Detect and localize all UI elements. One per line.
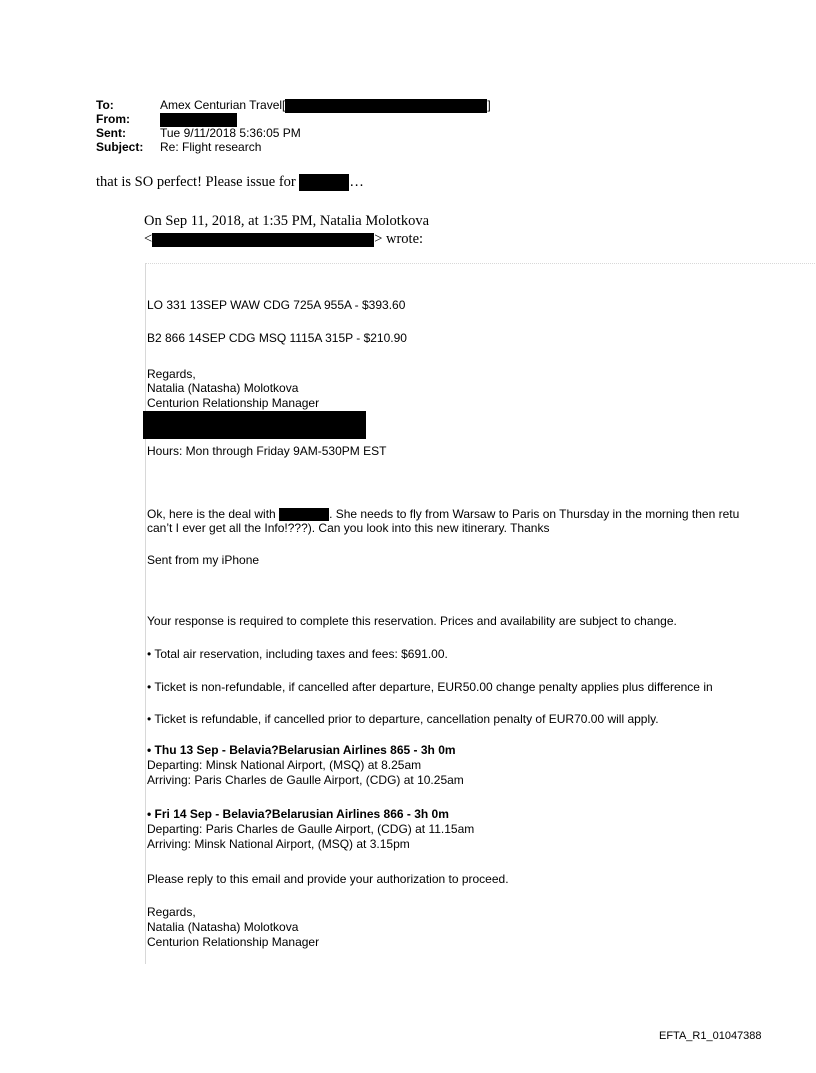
message-line1-before: Ok, here is the deal with	[147, 507, 280, 521]
reply-before: that is SO perfect! Please issue for	[96, 174, 300, 190]
redaction-block	[152, 233, 374, 247]
message-line-2: can’t I ever get all the Info!???). Can you look into this new itinerary. Thanks	[147, 521, 550, 535]
reply-text	[96, 174, 364, 191]
quote-header	[144, 212, 429, 248]
reply-after: …	[349, 174, 364, 190]
sig1-hours: Hours: Mon through Friday 9AM-530PM EST	[147, 444, 387, 458]
redaction-block	[160, 113, 237, 127]
from-label: From:	[96, 112, 130, 126]
subject-label: Subject:	[96, 140, 144, 154]
bullet-nonrefundable: • Ticket is non-refundable, if cancelled after departure, EUR50.00 change penalty applies plus difference in	[147, 680, 713, 694]
from-value	[160, 112, 237, 127]
redaction-block	[279, 508, 329, 521]
sig1-regards: Regards,	[147, 367, 196, 381]
sent-value: Tue 9/11/2018 5:36:05 PM	[160, 126, 301, 140]
flight-line-1: LO 331 13SEP WAW CDG 725A 955A - $393.60	[147, 298, 406, 312]
sig2-regards: Regards,	[147, 905, 196, 919]
redaction-block	[299, 174, 349, 191]
segment1-title: • Thu 13 Sep - Belavia?Belarusian Airlines 865 - 3h 0m	[147, 743, 456, 757]
message-line1-after: . She needs to fly from Warsaw to Paris on Thursday in the morning then retu	[329, 507, 740, 521]
redaction-block	[285, 99, 487, 113]
segment2-departing: Departing: Paris Charles de Gaulle Airport, (CDG) at 11.15am	[147, 822, 475, 836]
subject-value: Re: Flight research	[160, 140, 262, 154]
authorization-request: Please reply to this email and provide your authorization to proceed.	[147, 872, 509, 886]
flight-line-2: B2 866 14SEP CDG MSQ 1115A 315P - $210.90	[147, 331, 407, 345]
segment1-departing: Departing: Minsk National Airport, (MSQ) at 8.25am	[147, 758, 422, 772]
sent-from-iphone: Sent from my iPhone	[147, 553, 260, 567]
segment1-arriving: Arriving: Paris Charles de Gaulle Airport, (CDG) at 10.25am	[147, 773, 464, 787]
reservation-intro: Your response is required to complete this reservation. Prices and availability are subject to change.	[147, 614, 677, 628]
sig1-name: Natalia (Natasha) Molotkova	[147, 381, 299, 395]
quote-open: <	[144, 231, 153, 247]
sig2-name: Natalia (Natasha) Molotkova	[147, 920, 299, 934]
segment2-title: • Fri 14 Sep - Belavia?Belarusian Airlines 866 - 3h 0m	[147, 807, 449, 821]
quote-header-line2	[144, 230, 429, 248]
document-id: EFTA_R1_01047388	[659, 1030, 762, 1042]
message-line-1	[147, 507, 816, 521]
to-address: Amex Centurian Travel[	[160, 98, 286, 112]
to-label: To:	[96, 98, 114, 112]
bullet-refundable: • Ticket is refundable, if cancelled prior to departure, cancellation penalty of EUR70.00 will apply.	[147, 712, 659, 726]
sig2-title: Centurion Relationship Manager	[147, 935, 320, 949]
to-value: Amex Centurian Travel[ ]	[160, 98, 491, 112]
quote-header-line1: On Sep 11, 2018, at 1:35 PM, Natalia Molotkova	[144, 213, 430, 229]
segment2-arriving: Arriving: Minsk National Airport, (MSQ) at 3.15pm	[147, 837, 410, 851]
sig1-title: Centurion Relationship Manager	[147, 396, 320, 410]
sent-label: Sent:	[96, 126, 126, 140]
bullet-total: • Total air reservation, including taxes and fees: $691.00.	[147, 647, 448, 661]
quote-wrote: > wrote:	[374, 231, 424, 247]
redaction-block	[143, 411, 366, 439]
